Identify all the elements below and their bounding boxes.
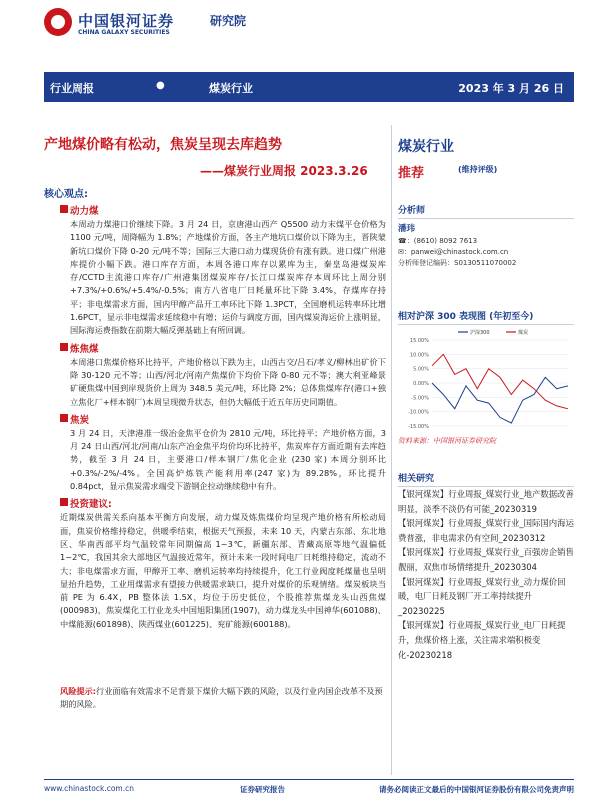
y-tick-label: -10.00% [408, 409, 429, 416]
analyst-name: 潘玮 [398, 224, 416, 234]
section-coke-header [60, 411, 386, 427]
y-tick-label: -5.00% [411, 395, 429, 402]
y-tick-label: 5.00% [413, 366, 429, 373]
main-content [60, 200, 386, 633]
report-type: 行业周报 [50, 82, 94, 95]
related-research-link[interactable]: 【银河煤炭】行业周报_煤炭行业_国际国内海运费普涨，非电需求仍有空间_20230312 [398, 518, 574, 543]
rating-label: 推荐 [398, 166, 425, 181]
section-investment-text: 近期煤炭供需关系向基本平衡方向发展，动力煤及炼焦煤价均呈现产地价格有所松动局面，焦炭价格维持稳定，供暖季结束，根据天气预报，未来 10 天，内蒙古东部、东北地区、华南西部平均气温较常年同期偏高 1~3℃，新疆东部、青藏高原等地气温偏低 1~2℃，我国其余大部地区气温接近常年，预计未来一段时间电厂日耗维持稳定，流动不大；非电煤需求方面，甲醇开工率、磨机运转率均持续提升，化工行业阀度耗煤量也呈明显抬升趋势，工业用煤需求有望接力供暖需求缺口，提升对煤价的乐观情绪。煤炭板块当前 PE 为 6.4X，PB 整体法 1.5X，均位于历史低位，个股推荐焦煤龙头山西焦煤(000983)，焦炭煤化工行业龙头中国旭阳集团(1907)，动力煤龙头中国神华(601088)、中煤能源(601898)、陕西煤业(601225)、兖矿能源(600188)。 [60, 512, 386, 629]
institute-label: 研究院 [210, 14, 247, 28]
sidebar-industry: 煤炭行业 [398, 139, 454, 155]
series-line-0 [432, 377, 568, 423]
footer-disclaimer: 请务必阅读正文最后的中国银河证券股份有限公司免责声明 [379, 785, 574, 794]
footer-website[interactable]: www.chinastock.com.cn [44, 784, 134, 793]
rating-maintain: (维持评级) [458, 165, 498, 174]
related-research-link[interactable]: 【银河煤炭】行业周报_煤炭行业_电厂日耗提升，焦煤价格上涨，关注需求端积极变化-20230218 [398, 620, 566, 660]
report-title: 产地煤价略有松动，焦炭呈现去库趋势 [44, 137, 282, 153]
legend-label: 煤炭 [518, 330, 529, 336]
section-thermal-coal-text: 本周动力煤港口价继续下降。3 月 24 日，京唐港山西产 Q5500 动力末煤平仓价格为 1100 元/吨，周降幅为 1.8%；产地煤价方面，各主产地坑口煤价以下降为主，晋陕蒙新坑口煤价下降 0-20 元/吨不等；国际三大港口动力煤现货价有涨有跌。进口煤广州港库提价小幅下跌。港口库存方面，本周各港口库存以累库为主，秦皇岛港煤炭库存/CCTD主流港口库存/广州港集团煤炭库存/长江口煤炭库存本周环比上周分别+7.3%/+0.6%/+5.4%/-0.5%；南方八省电厂日耗量环比下降 3.4%，存煤库存持平；非电煤需求方面，国内甲醇产品开工率环比下降 1.3PCT，全国磨机运转率环比增 1.6PCT，显示非电煤需求延续稳中有增；运价与调度方面，国内煤炭海运价上涨明显，国际海运费指数在前期大幅反弹基础上有所回调。 [70, 219, 386, 336]
square-bullet-icon [60, 205, 68, 213]
analyst-license: 分析师登记编码：S0130511070002 [398, 259, 517, 267]
chart-title: 相对沪深 300 表现图 (年初至今) [398, 309, 574, 325]
section-title: 动力煤 [70, 206, 99, 217]
chart-svg [398, 326, 574, 434]
section-coking-coal-header [60, 340, 386, 356]
series-line-1 [432, 354, 568, 409]
related-research-link[interactable]: 【银河煤炭】行业周报_煤炭行业_动力煤价回暖，电厂日耗及钢厂开工率持续提升_20230225 [398, 576, 566, 616]
square-bullet-icon [60, 414, 68, 422]
page-footer [44, 779, 574, 795]
core-view-label: 核心观点: [44, 189, 88, 200]
bullet-icon: ● [156, 80, 165, 91]
related-research-list [398, 487, 574, 662]
relative-performance-chart [398, 326, 574, 434]
section-investment-header [60, 495, 386, 511]
risk-warning [60, 685, 386, 712]
square-bullet-icon [60, 498, 68, 506]
section-title: 投资建议: [70, 499, 112, 511]
y-tick-label: 10.00% [409, 352, 429, 359]
y-tick-label: 0.00% [413, 381, 429, 387]
report-subtitle: ——煤炭行业周报 2023.3.26 [200, 164, 368, 178]
section-coke-text: 3 月 24 日，天津港准一级冶金焦平仓价为 2810 元/吨，环比持平；产地价格方面，3 月 24 日山西/河北/河南/山东产冶金焦平均价均环比持平，焦炭库存方面近期有去库趋势，截至 3 月 24 日，主要港口/样本钢厂/焦化企业 (230 家) 本周分别环比+0.3%/-2%/-4%。全国高炉炼铁产能利用率(247 家)为 89.28%，环比提升 0.84pct，显示焦炭需求端受下游钢企拉动继续稳中有升。 [70, 427, 386, 492]
section-title: 焦炭 [70, 414, 90, 426]
section-title: 炼焦煤 [70, 343, 99, 355]
square-bullet-icon [60, 343, 68, 351]
section-thermal-coal-header [60, 202, 386, 218]
industry-name: 煤炭行业 [209, 82, 253, 95]
legend-label: 沪深300 [470, 330, 490, 336]
y-tick-label: -15.00% [408, 424, 429, 430]
logo-chinese-name: 中国银河证券 [78, 12, 175, 30]
section-coking-coal-text: 本周港口焦煤价格环比持平，产地价格以下跌为主，山西古交/吕石/孝义/柳林出矿价下降 30-120 元不等；山西/河北/河南产焦煤价下均价下降 0-80 元不等；澳大利亚峰景矿硬焦煤中国到岸现货价上周为 348.5 美元/吨，环比降 2%；总体焦煤库存(港口+独立焦化厂+样本钢厂)本周呈现微升状态，但仍大幅低于近五年历史同期值。 [70, 356, 386, 407]
footer-doc-type: 证券研究报告 [240, 785, 285, 794]
related-research-link[interactable]: 【银河煤炭】行业周报_煤炭行业_百强房企销售靓丽，双焦市场情绪提升_20230304 [398, 547, 574, 572]
y-tick-label: 15.00% [409, 338, 429, 344]
report-banner [44, 72, 574, 102]
related-research-title: 相关研究 [398, 471, 574, 487]
logo-english-name: CHINA GALAXY SECURITIES [78, 29, 170, 36]
analyst-section-title: 分析师 [398, 203, 574, 219]
logo-mark-icon [44, 8, 72, 36]
report-date: 2023 年 3 月 26 日 [458, 82, 564, 95]
column-divider [391, 125, 392, 775]
analyst-phone: ☎：(8610) 8092 7613 [398, 237, 478, 245]
chart-source: 资料来源：中国银河证券研究院 [398, 437, 496, 445]
related-research-link[interactable]: 【银河煤炭】行业周报_煤炭行业_地产数据改善明显，淡季不淡仍有可能_20230319 [398, 489, 574, 514]
risk-label: 风险提示: [60, 686, 97, 696]
analyst-email[interactable]: ✉：panwei@chinastock.com.cn [398, 248, 509, 256]
risk-text: 行业面临有效需求不足背景下煤价大幅下跌的风险，以及行业内国企改革不及预期的风险。 [60, 686, 383, 710]
